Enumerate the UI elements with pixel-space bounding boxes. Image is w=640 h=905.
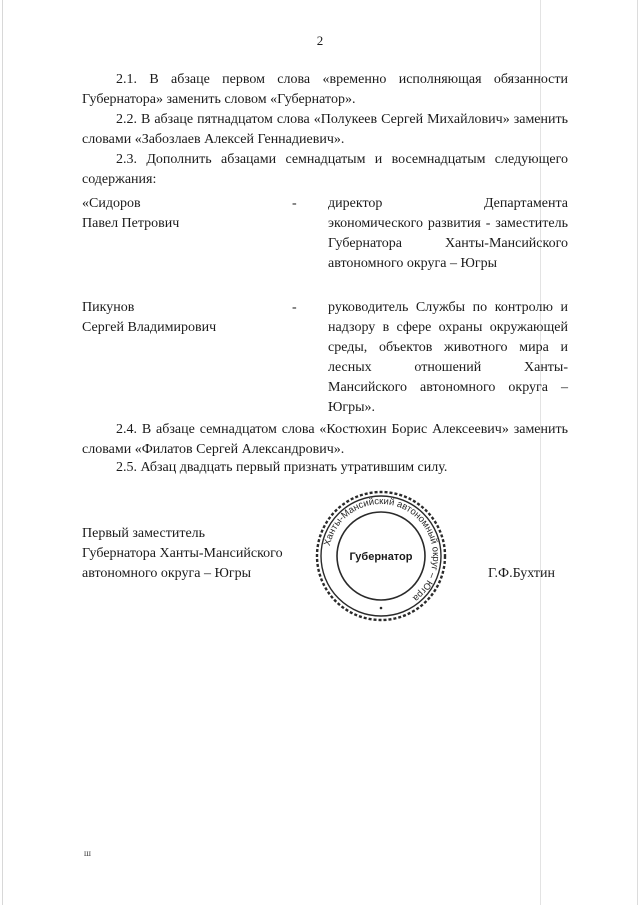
official-seal (313, 488, 449, 624)
page-number: 2 (316, 33, 324, 48)
entry-name-sidorov (82, 194, 179, 234)
paragraph-2-1: 2.1. В абзаце первом слова «временно исполняющая обязанности Губернатора» заменить словом «Губернатор». (82, 72, 568, 107)
paragraph-2-5: 2.5. Абзац двадцать первый признать утратившим силу. (116, 460, 448, 475)
entry-given-names: Сергей Владимирович (82, 320, 217, 335)
signatory-title: Первый заместитель Губернатора Ханты-Мансийского автономного округа – Югры (82, 526, 283, 581)
entry-given-names: Павел Петрович (82, 216, 180, 231)
scan-edge-left (2, 0, 3, 905)
paragraph-2-2: 2.2. В абзаце пятнадцатом слова «Полукеев Сергей Михайлович» заменить словами «Забозлаев Алексей Геннадиевич». (82, 112, 568, 147)
entry-name-pikunov (82, 298, 216, 338)
paragraph-2-3: 2.3. Дополнить абзацами семнадцатым и восемнадцатым следующего содержания: (82, 152, 568, 187)
signatory-name: Г.Ф.Бухтин (488, 566, 556, 581)
paragraph-2-4: 2.4. В абзаце семнадцатом слова «Костюхин Борис Алексеевич» заменить словами «Филатов Сергей Александрович». (82, 422, 568, 457)
entry-dash: - (292, 196, 297, 211)
scan-edge-right (637, 0, 638, 905)
entry-surname: Пикунов (82, 300, 135, 315)
entry-dash: - (292, 300, 297, 315)
seal-ring-text: Ханты-Мансийский автономный округ – Югра (322, 495, 442, 604)
seal-dot (380, 607, 383, 610)
entry-surname: «Сидоров (82, 196, 141, 211)
footer-mark: ш (84, 848, 91, 858)
entry-position-pikunov: руководитель Службы по контролю и надзору в сфере охраны окружающей среды, объектов животного мира и лесных отношений Ханты-Мансийского автономного округа – Югры». (328, 300, 568, 415)
entry-position-sidorov: директор Департамента экономического развития - заместитель Губернатора Ханты-Мансийского автономного округа – Югры (328, 196, 568, 271)
seal-center-text: Губернатор (349, 551, 413, 563)
